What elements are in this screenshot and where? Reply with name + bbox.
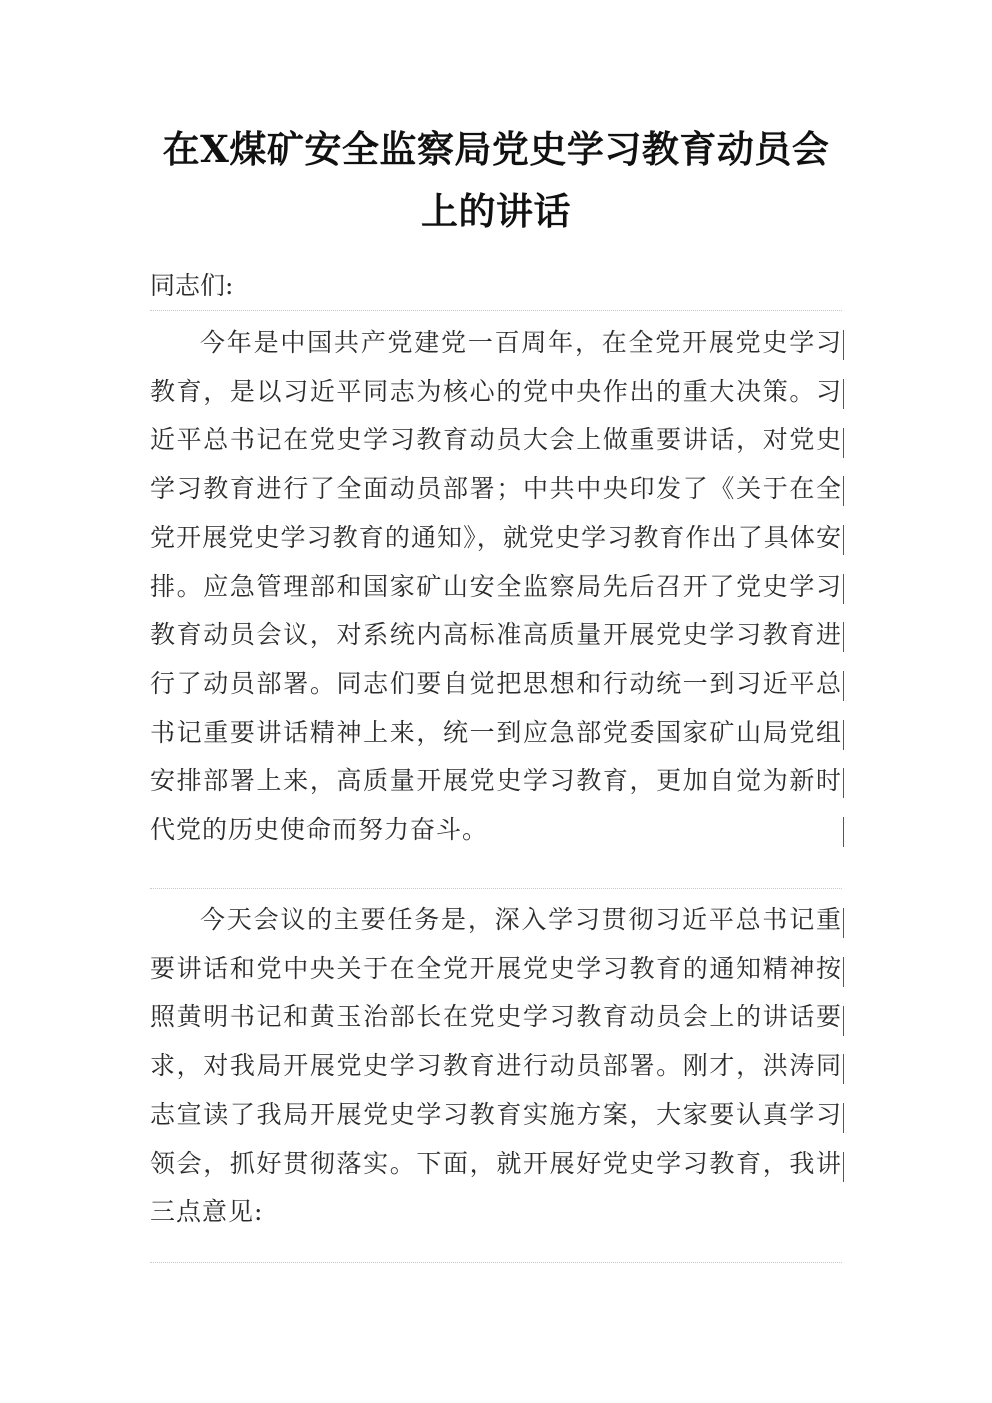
margin-marker xyxy=(843,908,844,938)
margin-marker xyxy=(843,428,844,458)
paragraph-1: 今年是中国共产党建党一百周年，在全党开展党史学习教育，是以习近平同志为核心的党中央作出的重大决策。习近平总书记在党史学习教育动员大会上做重要讲话，对党史学习教育进行了全面动员部署；中共中央印发了《关于在全党开展党史学习教育的通知》，就党史学习教育作出了具体安排。应急管理部和国家矿山安全监察局先后召开了党史学习教育动员会议，对系统内高标准高质量开展党史学习教育进行了动员部署。同志们要自觉把思想和行动统一到习近平总书记重要讲话精神上来，统一到应急部党委国家矿山局党组安排部署上来，高质量开展党史学习教育，更加自觉为新时代党的历史使命而努力奋斗。 xyxy=(150,328,842,845)
margin-marker xyxy=(843,379,844,409)
margin-marker xyxy=(843,1152,844,1182)
paragraph-2: 今天会议的主要任务是，深入学习贯彻习近平总书记重要讲话和党中央关于在全党开展党史学习教育的通知精神按照黄明书记和黄玉治部长在党史学习教育动员会上的讲话要求，对我局开展党史学习教育进行动员部署。刚才，洪涛同志宣读了我局开展党史学习教育实施方案，大家要认真学习领会，抓好贯彻落实。下面，就开展好党史学习教育，我讲三点意见: xyxy=(150,905,842,1227)
margin-marker xyxy=(843,768,844,798)
title-line-2: 上的讲话 xyxy=(421,189,571,233)
paragraph-divider xyxy=(150,1262,842,1263)
title-line-1: 在X煤矿安全监察局党史学习教育动员会 xyxy=(162,127,830,171)
margin-marker xyxy=(843,574,844,604)
margin-marker xyxy=(843,622,844,652)
margin-marker xyxy=(843,525,844,555)
margin-marker xyxy=(843,671,844,701)
paragraph-divider xyxy=(150,888,842,889)
document-title xyxy=(150,118,842,242)
margin-marker xyxy=(843,476,844,506)
margin-marker xyxy=(843,817,844,847)
margin-marker xyxy=(843,720,844,750)
margin-marker xyxy=(843,1006,844,1036)
margin-marker xyxy=(843,957,844,987)
margin-marker xyxy=(843,1054,844,1084)
paragraph-divider xyxy=(150,310,842,311)
salutation: 同志们: xyxy=(150,271,234,300)
margin-marker xyxy=(843,330,844,360)
margin-marker xyxy=(843,1103,844,1133)
